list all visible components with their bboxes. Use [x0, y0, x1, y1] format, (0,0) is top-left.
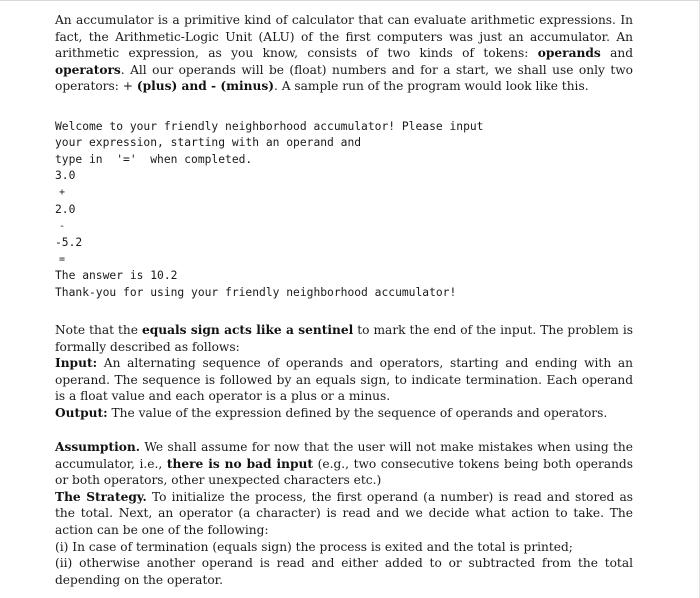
- intro-paragraph: [55, 12, 633, 95]
- answer-line: The answer is 10.2: [55, 269, 178, 282]
- assumption-paragraph: [55, 439, 633, 588]
- input-operand-3: -5.2: [55, 236, 83, 249]
- output-spec: [55, 405, 633, 422]
- input-spec: [55, 355, 633, 405]
- input-operand-1: 3.0: [55, 169, 76, 182]
- operators-term: operators: [55, 62, 121, 77]
- assumption-text: We shall assume for now that the user will not make mistakes when using the accumulator, i.e.,: [55, 440, 633, 471]
- strategy-block: [55, 489, 633, 539]
- strategy-item-2: (ii) otherwise another operand is read and either added to or subtracted from the total depending on the operator.: [55, 556, 633, 587]
- input-label: Input:: [55, 356, 98, 371]
- welcome-line-1: Welcome to your friendly neighborhood accumulator! Please input: [55, 120, 484, 133]
- welcome-line-3: type in '=' when completed.: [55, 153, 253, 166]
- input-operator-3: =: [59, 254, 66, 265]
- assumption-text-2: (e.g., two consecutive tokens being both operands or both operators, other unexpected characters etc.): [55, 456, 633, 488]
- input-operator-1: +: [59, 187, 66, 198]
- note-text: Note that the: [55, 323, 142, 337]
- intro-and: and: [600, 46, 634, 61]
- strategy-text: To initialize the process, the first operand (a number) is read and stored as the total. Next, an operator (a character) is read and we decide what action to take. The action can be one of the following:: [55, 489, 634, 537]
- no-bad-input-term: there is no bad input: [166, 456, 314, 471]
- minus-term: (minus): [220, 79, 274, 94]
- output-text: The value of the expression defined by the sequence of operands and operators.: [107, 405, 608, 420]
- description-paragraph: [55, 322, 633, 422]
- input-text: An alternating sequence of operands and operators, starting and ending with an operand. The sequence is followed by an equals sign, to indicate termination. Each operand is a float value and each operator is a plus or a minus.: [55, 356, 633, 404]
- plus-term: (plus): [136, 79, 178, 94]
- assumption-block: [55, 439, 633, 489]
- assumption-label: Assumption.: [55, 440, 140, 454]
- strategy-label: The Strategy.: [55, 489, 147, 504]
- output-label: Output:: [55, 405, 108, 420]
- note-text-2: to mark the end of the input. The problem is formally described as follows:: [55, 323, 633, 354]
- note-line: [55, 322, 633, 355]
- intro-text-3: . A sample run of the program would look like this.: [273, 79, 589, 94]
- thanks-line: Thank-you for using your friendly neighborhood accumulator!: [55, 286, 457, 299]
- intro-text: An accumulator is a primitive kind of calculator that can evaluate arithmetic expressions. In fact, the Arithmetic-Logic Unit (ALU) of the first computers was just an accumulator. An arithmetic expression, as you know, consists of two kinds of tokens:: [55, 13, 633, 61]
- intro-text-2: . All our operands will be (float) numbers and for a start, we shall use only two operators: +: [55, 62, 633, 94]
- input-operator-2: -: [59, 221, 66, 232]
- strategy-item-1: (i) In case of termination (equals sign) the process is exited and the total is printed;: [55, 539, 573, 554]
- and-minus-sign: and -: [177, 79, 221, 94]
- input-operand-2: 2.0: [55, 203, 76, 216]
- operands-term: operands: [537, 46, 601, 61]
- sentinel-term: equals sign acts like a sentinel: [141, 323, 354, 337]
- page-border-top: [0, 0, 700, 1]
- welcome-line-2: your expression, starting with an operand and: [55, 136, 362, 149]
